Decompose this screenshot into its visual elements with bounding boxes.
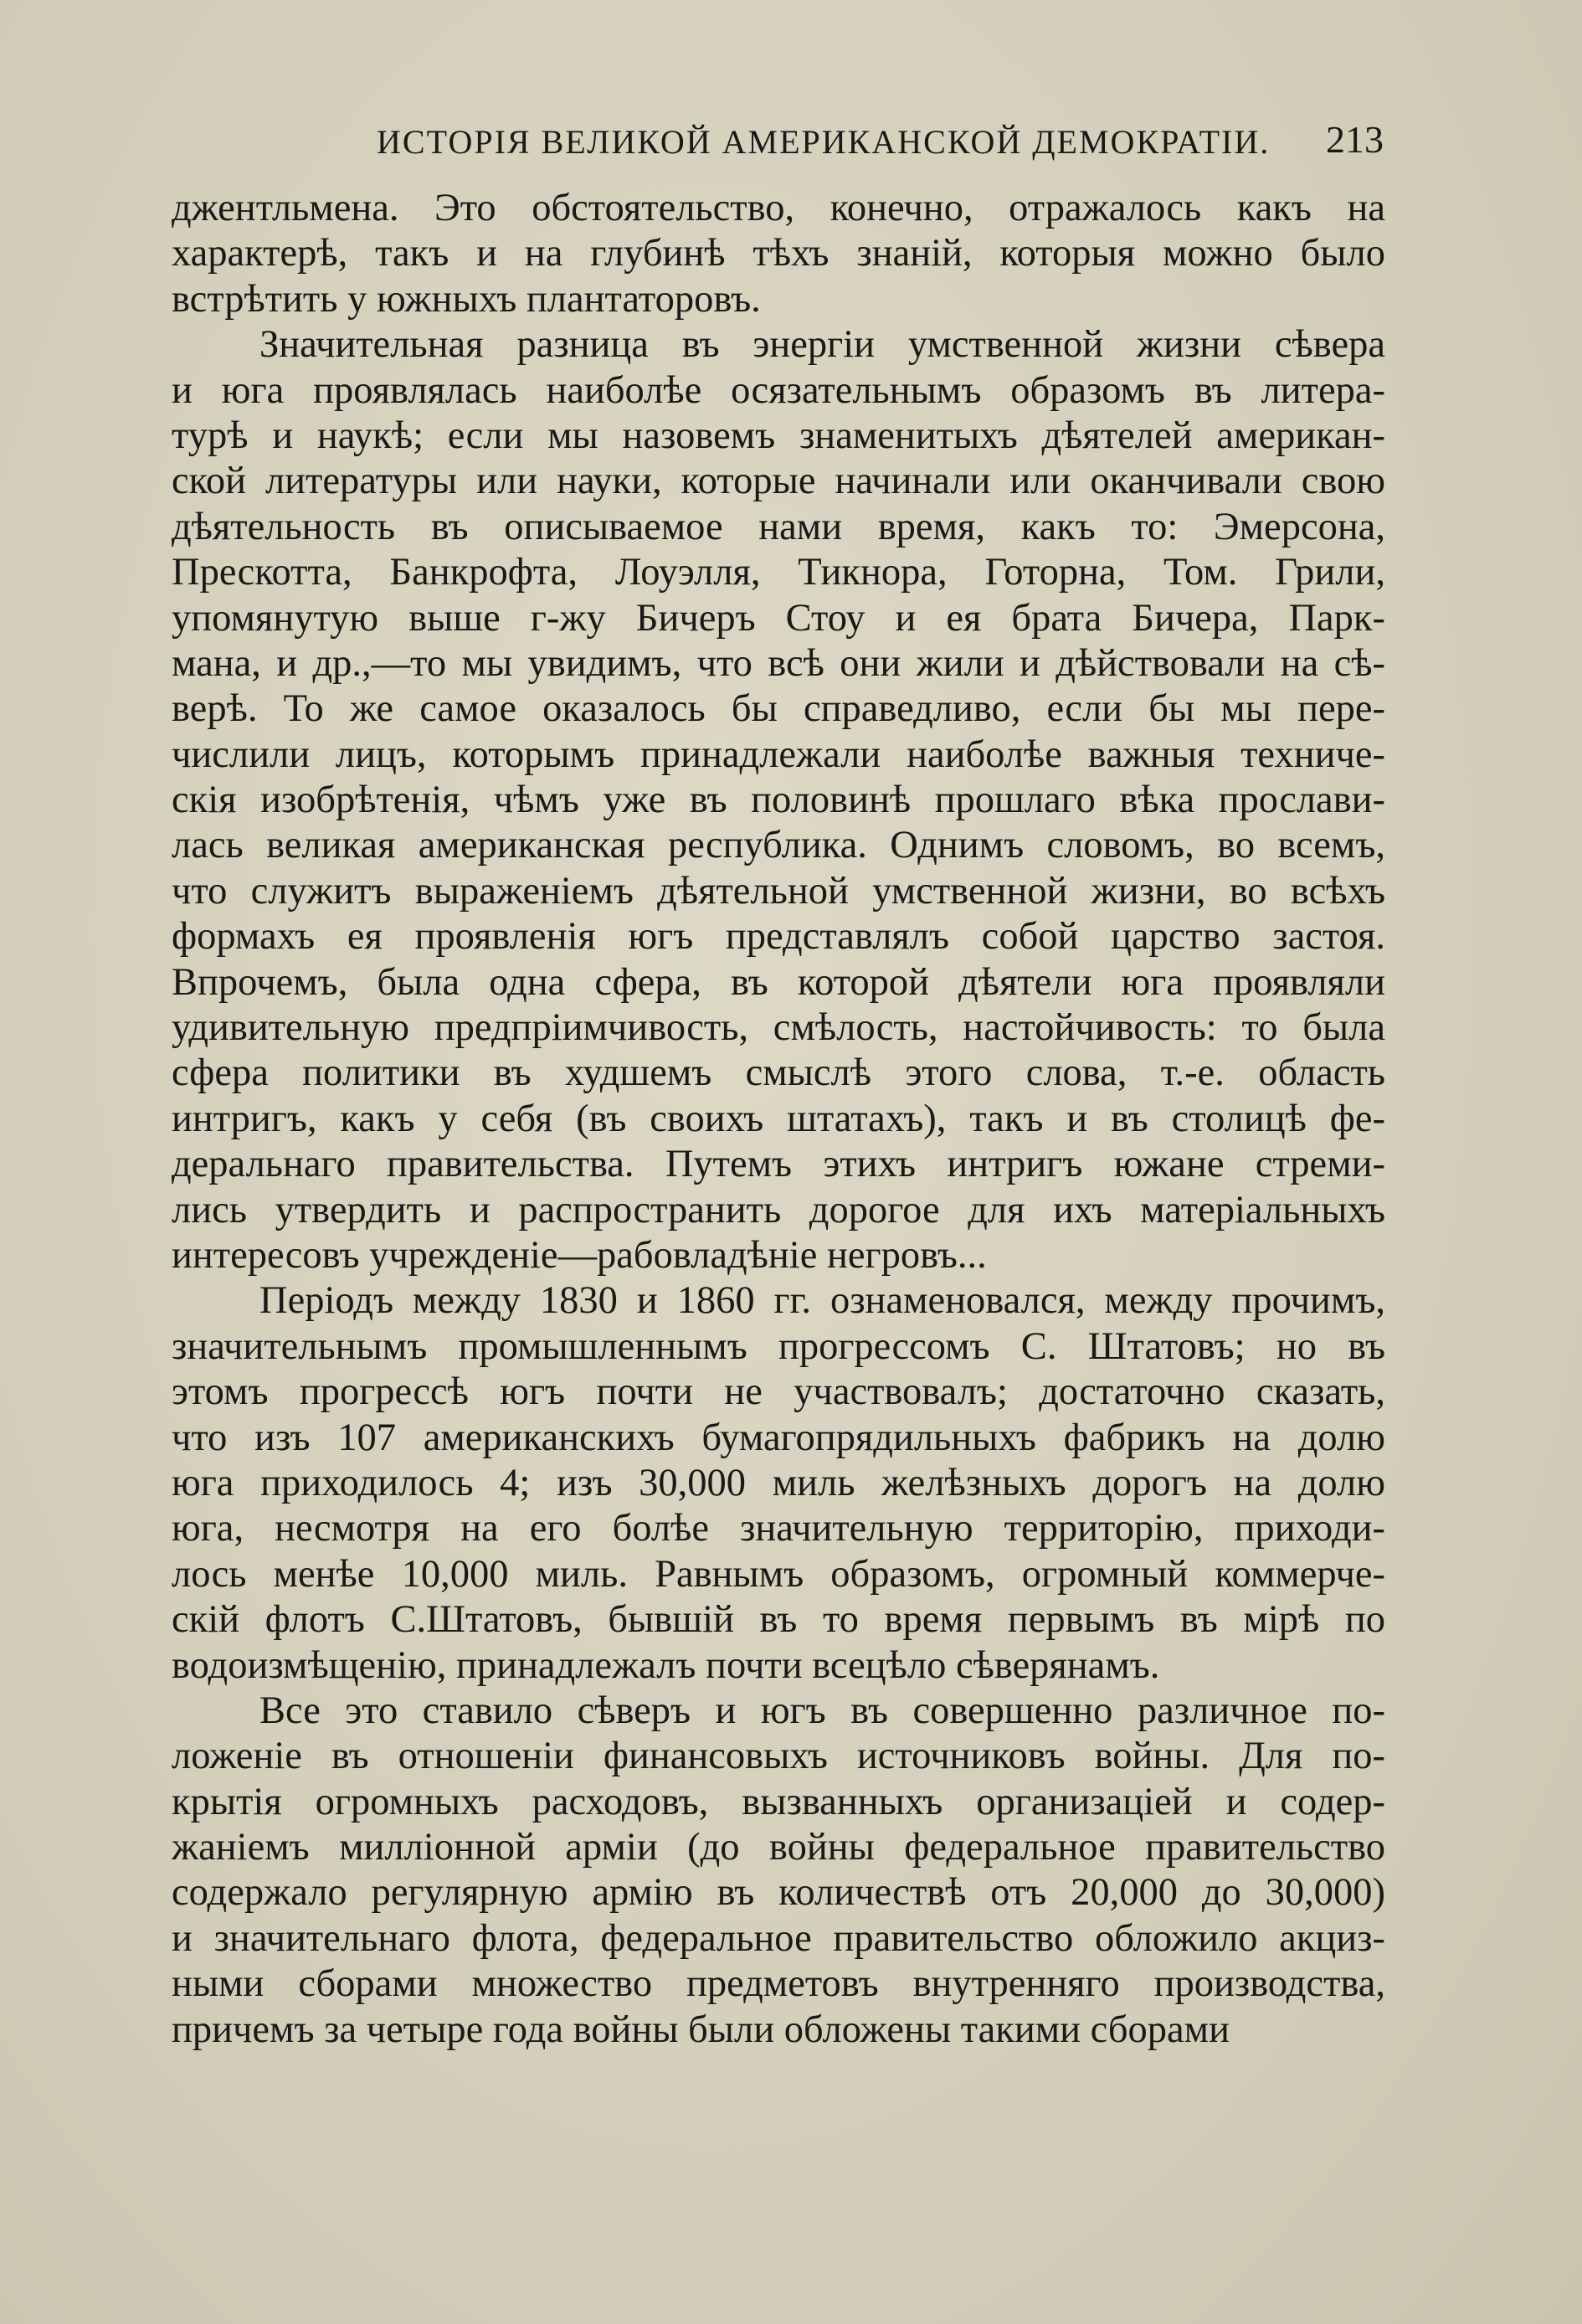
text-line: юга, несмотря на его болѣе значительную территорію, приходи- [172, 1507, 1385, 1550]
text-line: и значительнаго флота, федеральное правительство обложило акциз- [172, 1916, 1385, 1960]
page-number: 213 [1326, 118, 1384, 161]
text-line: что служитъ выраженіемъ дѣятельной умственной жизни, во всѣхъ [172, 869, 1385, 913]
text-line: жаніемъ милліонной арміи (до войны федеральное правительство [172, 1826, 1385, 1869]
text-line: юга приходилось 4; изъ 30,000 миль желѣзныхъ дорогъ на долю [172, 1461, 1385, 1504]
text-line: формахъ ея проявленія югъ представлялъ собой царство застоя. [172, 915, 1385, 959]
text-line: ской литературы или науки, которые начинали или оканчивали свою [172, 460, 1385, 503]
text-line: Впрочемъ, была одна сфера, въ которой дѣятели юга проявляли [172, 960, 1385, 1004]
text-line: турѣ и наукѣ; если мы назовемъ знаменитыхъ дѣятелей американ- [172, 414, 1385, 457]
text-line: скій флотъ С.Штатовъ, бывшій въ то время первымъ въ мірѣ по [172, 1598, 1385, 1642]
text-line: деральнаго правительства. Путемъ этихъ интригъ южане стреми- [172, 1143, 1385, 1186]
text-line: крытія огромныхъ расходовъ, вызванныхъ организаціей и содер- [172, 1780, 1385, 1823]
text-line: джентльмена. Это обстоятельство, конечно, отражалось какъ на [172, 187, 1385, 229]
paragraph [172, 1689, 1385, 2053]
text-line: причемъ за четыре года войны были обложены такими сборами [172, 2008, 1230, 2051]
text-line: встрѣтить у южныхъ плантаторовъ. [172, 277, 761, 321]
text-line: ными сборами множество предметовъ внутренняго производства, [172, 1962, 1385, 2006]
text-line: лась великая американская республика. Однимъ словомъ, во всемъ, [172, 824, 1385, 867]
text-line: упомянутую выше г-жу Бичеръ Стоу и ея брата Бичера, Парк- [172, 596, 1385, 640]
body-text [172, 186, 1385, 2053]
text-line: значительнымъ промышленнымъ прогрессомъ С. Штатовъ; но въ [172, 1324, 1385, 1368]
text-line: лись утвердить и распространить дорогое для ихъ матеріальныхъ [172, 1188, 1385, 1231]
text-line: интригъ, какъ у себя (въ своихъ штатахъ), такъ и въ столицѣ фе- [172, 1097, 1385, 1140]
text-line: водоизмѣщенію, принадлежалъ почти всецѣло сѣверянамъ. [172, 1643, 1160, 1687]
text-line: скія изобрѣтенія, чѣмъ уже въ половинѣ прошлаго вѣка прослави- [172, 779, 1385, 822]
text-line: лось менѣе 10,000 миль. Равнымъ образомъ, огромный коммерче- [172, 1552, 1385, 1596]
text-line: характерѣ, такъ и на глубинѣ тѣхъ знаній, которыя можно было [172, 232, 1385, 275]
text-line: этомъ прогрессѣ югъ почти не участвовалъ; достаточно сказать, [172, 1370, 1385, 1414]
text-line: ложеніе въ отношеніи финансовыхъ источниковъ войны. Для по- [172, 1735, 1385, 1778]
text-line: мана, и др.,—то мы увидимъ, что всѣ они жили и дѣйствовали на сѣ- [172, 641, 1385, 685]
text-line: числили лицъ, которымъ принадлежали наиболѣе важныя техниче- [172, 733, 1385, 776]
text-line: Прескотта, Банкрофта, Лоуэлля, Тикнора, Готорна, Том. Грили, [172, 551, 1385, 594]
page-header [167, 117, 1394, 167]
text-line: содержало регулярную армію въ количествѣ отъ 20,000 до 30,000) [172, 1871, 1385, 1915]
running-title: ИСТОРІЯ ВЕЛИКОЙ АМЕРИКАНСКОЙ ДЕМОКРАТІИ. [377, 123, 1271, 161]
text-line: удивительную предпріимчивость, смѣлость, настойчивость: то была [172, 1006, 1385, 1050]
text-line: и юга проявлялась наиболѣе осязательнымъ образомъ въ литера- [172, 368, 1385, 412]
text-line: что изъ 107 американскихъ бумагопрядильныхъ фабрикъ на долю [172, 1416, 1385, 1459]
paragraph [172, 186, 1385, 322]
text-line: интересовъ учрежденіе—рабовладѣніе негровъ... [172, 1233, 987, 1277]
text-line: дѣятельность въ описываемое нами время, какъ то: Эмерсона, [172, 505, 1385, 548]
text-line: Все это ставило сѣверъ и югъ въ совершенно различное по- [259, 1689, 1385, 1732]
text-line: Періодъ между 1830 и 1860 гг. ознаменовался, между прочимъ, [259, 1279, 1385, 1323]
text-line: сфера политики въ худшемъ смыслѣ этого слова, т.-е. область [172, 1051, 1385, 1095]
text-line: Значительная разница въ энергіи умственной жизни сѣвера [259, 323, 1385, 367]
paragraph [172, 1278, 1385, 1689]
text-line: верѣ. То же самое оказалось бы справедливо, если бы мы пере- [172, 687, 1385, 731]
paragraph [172, 322, 1385, 1278]
